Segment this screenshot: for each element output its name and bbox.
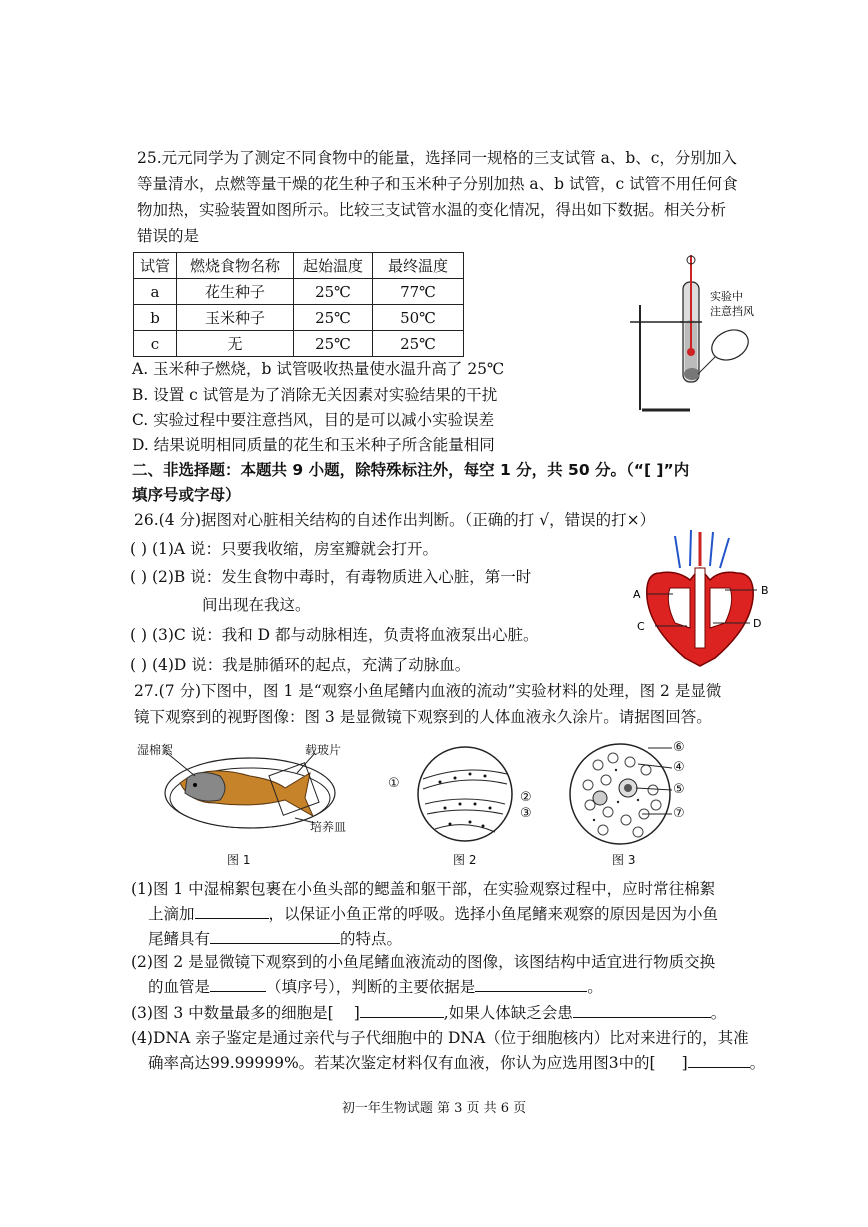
fig3-label-7: ⑦ bbox=[673, 806, 685, 821]
table-cell: c bbox=[134, 331, 177, 357]
text-segment: 的血管是 bbox=[148, 978, 211, 996]
text-segment: 。 bbox=[749, 1054, 766, 1072]
fig3-label-5: ⑤ bbox=[673, 782, 685, 797]
q25-option-b: B. 设置 c 试管是为了消除无关因素对实验结果的干扰 bbox=[132, 386, 498, 404]
fig1-label-petri-dish: 培养皿 bbox=[310, 820, 347, 834]
table-header: 起始温度 bbox=[294, 253, 373, 279]
table-header: 最终温度 bbox=[373, 253, 464, 279]
figure2-caption: 图 2 bbox=[453, 853, 477, 867]
table-header: 燃烧食物名称 bbox=[177, 253, 294, 279]
calorimeter-apparatus-figure bbox=[620, 250, 760, 415]
fig3-label-6: ⑥ bbox=[673, 740, 685, 755]
table-cell: 25℃ bbox=[373, 331, 464, 357]
heart-label-d: D bbox=[753, 617, 762, 630]
q25-data-table bbox=[133, 252, 464, 357]
section2-heading-line2: 填序号或字母） bbox=[132, 486, 241, 504]
table-cell: 25℃ bbox=[294, 279, 373, 305]
table-row bbox=[134, 331, 464, 357]
text-segment: (3)图 3 中数量最多的细胞是[ bbox=[131, 1004, 334, 1022]
answer-blank[interactable] bbox=[195, 904, 269, 919]
heart-label-b: B bbox=[761, 584, 769, 597]
heart-diagram bbox=[625, 528, 775, 668]
table-cell: 50℃ bbox=[373, 305, 464, 331]
q27-part2-line2 bbox=[148, 976, 603, 998]
q27-part4-line1: (4)DNA 亲子鉴定是通过亲代与子代细胞中的 DNA（位于细胞核内）比对来进行的，其准 bbox=[131, 1029, 749, 1047]
table-header: 试管 bbox=[134, 253, 177, 279]
table-cell: a bbox=[134, 279, 177, 305]
apparatus-note-line1: 实验中 bbox=[710, 290, 743, 303]
q25-option-d: D. 结果说明相同质量的花生和玉米种子所含能量相同 bbox=[132, 436, 495, 454]
q27-stem-line2: 镜下观察到的视野图像：图 3 是显微镜下观察到的人体血液永久涂片。请据图回答。 bbox=[134, 708, 712, 726]
q26-item-text: (3)C 说：我和 D 都与动脉相连，负责将血液泵出心脏。 bbox=[151, 626, 539, 644]
fig2-label-2: ② bbox=[520, 790, 532, 805]
text-segment: （填序号），判断的主要依据是 bbox=[266, 978, 476, 996]
table-cell: 无 bbox=[177, 331, 294, 357]
fig1-label-slide: 载玻片 bbox=[305, 743, 342, 757]
q26-item-text: (4)D 说：我是肺循环的起点，充满了动脉血。 bbox=[151, 656, 471, 674]
q26-item-text: (1)A 说：只要我收缩，房室瓣就会打开。 bbox=[151, 540, 439, 558]
q26-item-2-continued: 间出现在我这。 bbox=[202, 596, 311, 614]
answer-blank[interactable] bbox=[210, 929, 340, 944]
fig2-label-1: ① bbox=[388, 776, 400, 791]
text-segment: ] bbox=[681, 1054, 688, 1072]
q27-part1-line2 bbox=[148, 903, 718, 925]
q27-part2-line1: (2)图 2 是显微镜下观察到的小鱼尾鳍血液流动的图像，该图结构中适宜进行物质交换 bbox=[131, 953, 716, 971]
q26-item-text: (2)B 说：发生食物中毒时，有毒物质进入心脏，第一时 bbox=[151, 568, 532, 586]
q25-stem-line3: 物加热，实验装置如图所示。比较三支试管水温的变化情况，得出如下数据。相关分析 bbox=[137, 201, 727, 219]
answer-paren[interactable]: ( ) bbox=[130, 568, 148, 586]
answer-paren[interactable]: ( ) bbox=[130, 656, 148, 674]
fig1-label-wet-cotton: 湿棉絮 bbox=[137, 743, 174, 757]
q25-stem-line2: 等量清水，点燃等量干燥的花生种子和玉米种子分别加热 a、b 试管，c 试管不用任何食 bbox=[137, 175, 738, 193]
table-cell: b bbox=[134, 305, 177, 331]
q27-part1-line3 bbox=[148, 928, 402, 950]
text-segment: 。 bbox=[587, 978, 603, 996]
answer-blank[interactable] bbox=[475, 977, 587, 992]
text-segment: 的特点。 bbox=[340, 930, 403, 948]
answer-paren[interactable]: ( ) bbox=[130, 540, 148, 558]
q27-part4-line2 bbox=[148, 1052, 765, 1074]
figure1-caption: 图 1 bbox=[227, 853, 251, 867]
q25-option-a: A. 玉米种子燃烧，b 试管吸收热量使水温升高了 25℃ bbox=[132, 360, 505, 378]
text-segment: ，以保证小鱼正常的呼吸。选择小鱼尾鳍来观察的原因是因为小鱼 bbox=[268, 905, 719, 923]
table-cell: 77℃ bbox=[373, 279, 464, 305]
q26-item-4 bbox=[130, 654, 470, 676]
page-footer: 初一年生物试题 第 3 页 共 6 页 bbox=[341, 1101, 527, 1116]
table-cell: 花生种子 bbox=[177, 279, 294, 305]
figure3-blood-smear bbox=[568, 740, 678, 850]
table-cell: 25℃ bbox=[294, 305, 373, 331]
table-row bbox=[134, 305, 464, 331]
answer-blank[interactable] bbox=[360, 1003, 444, 1018]
section2-heading-line1: 二、非选择题：本题共 9 小题，除特殊标注外，每空 1 分，共 50 分。（“[ ]”内 bbox=[132, 461, 690, 479]
q27-stem-line1: 27.(7 分)下图中，图 1 是“观察小鱼尾鳍内血液的流动”实验材料的处理，图 2 是显微 bbox=[134, 682, 722, 700]
answer-paren[interactable]: ( ) bbox=[130, 626, 148, 644]
figure3-caption: 图 3 bbox=[612, 853, 636, 867]
q25-option-c: C. 实验过程中要注意挡风，目的是可以减小实验误差 bbox=[132, 411, 495, 429]
table-cell: 玉米种子 bbox=[177, 305, 294, 331]
text-segment: ,如果人体缺乏会患 bbox=[443, 1004, 573, 1022]
apparatus-note-line2: 注意挡风 bbox=[710, 305, 754, 318]
text-segment: ] bbox=[353, 1004, 360, 1022]
heart-label-a: A bbox=[633, 588, 641, 601]
answer-blank[interactable] bbox=[210, 977, 266, 992]
q27-part1-line1: (1)图 1 中湿棉絮包裹在小鱼头部的鳃盖和躯干部，在实验观察过程中，应时常往棉絮 bbox=[131, 880, 716, 898]
text-segment: 确率高达99.99999%。若某次鉴定材料仅有血液，你认为应选用图3中的[ bbox=[148, 1054, 656, 1072]
fig2-label-3: ③ bbox=[520, 806, 532, 821]
fig3-label-4: ④ bbox=[673, 760, 685, 775]
table-row bbox=[134, 279, 464, 305]
q27-part3 bbox=[131, 1002, 726, 1024]
q26-item-1 bbox=[130, 538, 438, 560]
q26-item-3 bbox=[130, 624, 539, 646]
answer-blank[interactable] bbox=[688, 1053, 750, 1068]
text-segment: 上滴加 bbox=[148, 905, 195, 923]
q26-stem: 26.(4 分)据图对心脏相关结构的自述作出判断。（正确的打 √，错误的打×） bbox=[134, 511, 656, 529]
table-header-row bbox=[134, 253, 464, 279]
table-cell: 25℃ bbox=[294, 331, 373, 357]
answer-blank[interactable] bbox=[573, 1003, 711, 1018]
figure2-capillary-view bbox=[415, 744, 515, 844]
q26-item-2 bbox=[130, 566, 531, 588]
heart-label-c: C bbox=[637, 620, 645, 633]
text-segment: 。 bbox=[710, 1004, 727, 1022]
q25-stem-line1: 25.元元同学为了测定不同食物中的能量，选择同一规格的三支试管 a、b、c，分别加入 bbox=[137, 149, 737, 167]
text-segment: 尾鳍具有 bbox=[148, 930, 211, 948]
q25-stem-line4: 错误的是 bbox=[137, 227, 200, 245]
